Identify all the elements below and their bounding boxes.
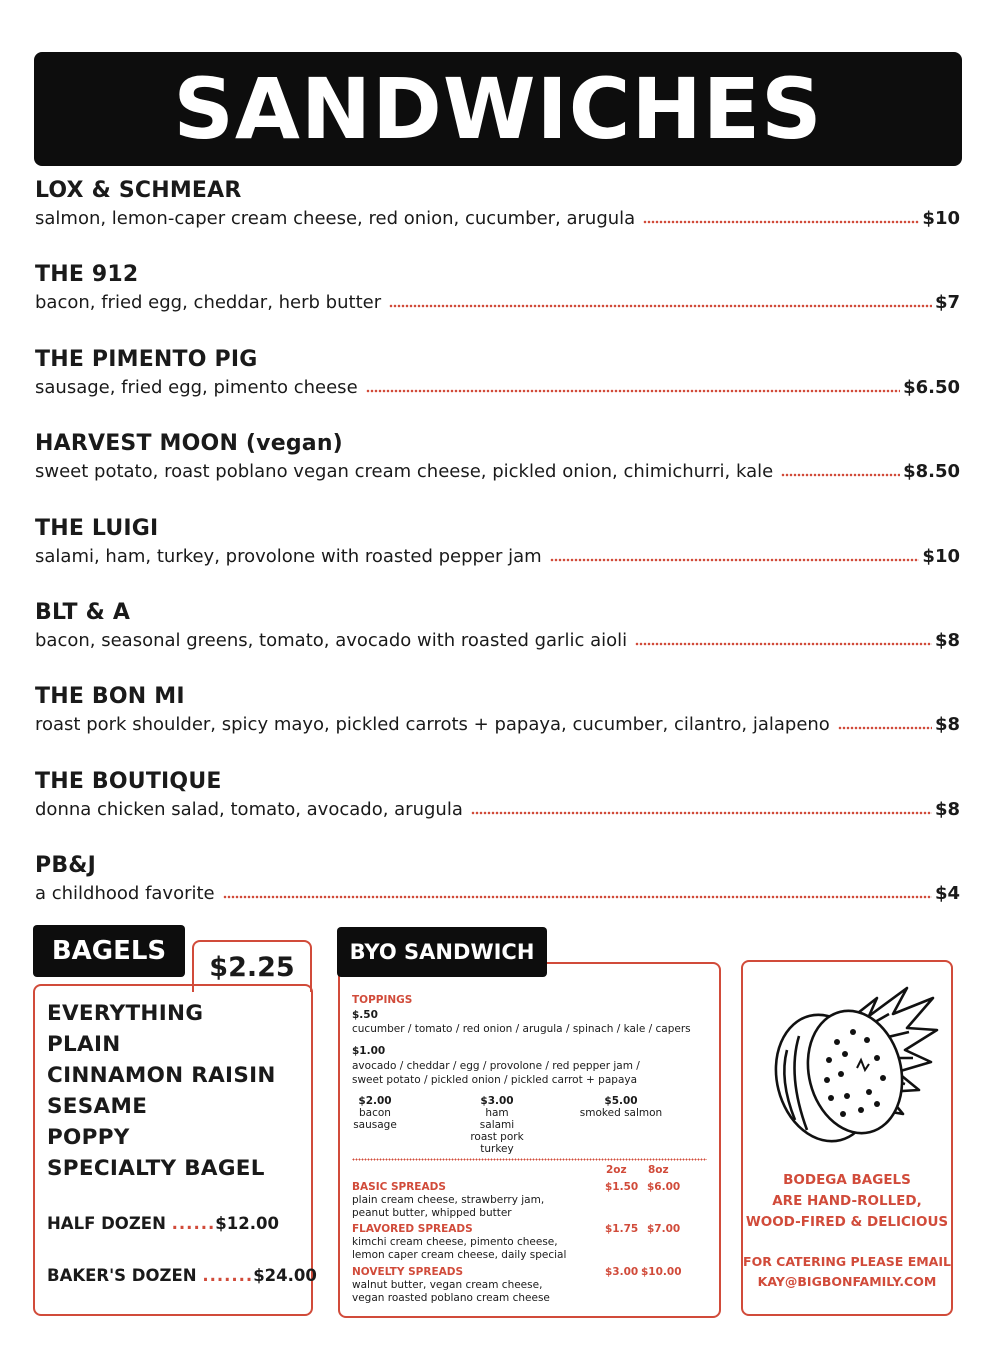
dot-leader <box>366 389 900 393</box>
bagel-price: $2.25 <box>209 951 295 983</box>
sandwich-name: THE BOUTIQUE <box>35 768 222 794</box>
spread-price-2oz: $3.00 <box>605 1266 639 1278</box>
spread-price-8oz: $7.00 <box>647 1223 681 1235</box>
sandwich-description: salmon, lemon-caper cream cheese, red onion, cucumber, arugula <box>35 208 636 229</box>
dot-leader: ...... <box>171 1214 216 1233</box>
size-2oz-header: 2oz <box>606 1164 627 1176</box>
sandwich-name: THE PIMENTO PIG <box>35 346 258 372</box>
dot-leader: ....... <box>202 1266 254 1285</box>
promo-line: ARE HAND-ROLLED, <box>772 1193 922 1209</box>
bagels-panel <box>33 984 317 1316</box>
tier3-item: roast pork <box>470 1131 524 1143</box>
flaming-bagel-icon <box>757 980 941 1162</box>
bakers-dozen-row <box>47 1266 317 1285</box>
bagels-tab <box>33 925 185 977</box>
catering-line: FOR CATERING PLEASE EMAIL <box>743 1254 951 1269</box>
tier3-price: $5.00 <box>604 1095 638 1107</box>
title-banner <box>34 52 962 166</box>
tier3-item: smoked salmon <box>579 1107 663 1119</box>
sandwich-description: sausage, fried egg, pimento cheese <box>35 376 358 398</box>
sandwich-name: LOX & SCHMEAR <box>35 178 242 203</box>
tier1-price: $.50 <box>352 1009 378 1021</box>
byo-panel <box>338 962 721 1318</box>
sandwich-price: $10 <box>922 208 960 229</box>
spread-price-2oz: $1.50 <box>605 1181 639 1193</box>
page-title: SANDWICHES <box>173 60 823 158</box>
menu-item <box>35 345 960 429</box>
menu-item <box>35 514 960 598</box>
spread-items: kimchi cream cheese, pimento cheese, <box>352 1236 558 1248</box>
sandwich-price: $6.50 <box>903 376 960 398</box>
sandwich-description: salami, ham, turkey, provolone with roasted pepper jam <box>35 545 542 567</box>
tier3-group <box>352 1095 398 1131</box>
menu-item <box>35 598 960 682</box>
bagel-item: PLAIN <box>47 1032 121 1057</box>
sandwich-name: THE BON MI <box>35 684 185 710</box>
sandwich-menu <box>35 176 960 936</box>
tier3-price: $3.00 <box>480 1095 514 1107</box>
half-dozen-label: HALF DOZEN <box>47 1214 166 1233</box>
bagel-item: SPECIALTY BAGEL <box>47 1156 265 1181</box>
dot-leader <box>389 304 932 308</box>
bakers-dozen-price: $24.00 <box>253 1266 317 1285</box>
tier3-item: sausage <box>353 1119 397 1131</box>
menu-item <box>35 176 960 260</box>
spread-price-8oz: $6.00 <box>647 1181 681 1193</box>
sandwich-name: PB&J <box>35 853 97 879</box>
menu-item <box>35 851 960 935</box>
spread-price-2oz: $1.75 <box>605 1223 639 1235</box>
menu-item <box>35 429 960 513</box>
bagel-item: POPPY <box>47 1125 130 1150</box>
dotted-separator <box>352 1158 707 1161</box>
bagel-item: CINNAMON RAISIN <box>47 1063 276 1088</box>
tier2-items: sweet potato / pickled onion / pickled carrot + papaya <box>352 1074 638 1086</box>
sandwich-name: THE 912 <box>35 262 139 288</box>
bakers-dozen-label: BAKER'S DOZEN <box>47 1266 197 1285</box>
spread-items: walnut butter, vegan cream cheese, <box>352 1279 543 1291</box>
tier2-items: avocado / cheddar / egg / provolone / red pepper jam / <box>352 1060 640 1072</box>
menu-item <box>35 682 960 766</box>
promo-line: BODEGA BAGELS <box>783 1172 911 1188</box>
bagel-item: SESAME <box>47 1094 148 1119</box>
sandwich-price: $7 <box>934 292 960 314</box>
byo-tab <box>337 927 547 977</box>
tier3-group <box>462 1095 532 1155</box>
sandwich-description: bacon, fried egg, cheddar, herb butter <box>35 292 382 314</box>
promo-panel <box>741 960 953 1316</box>
half-dozen-row <box>47 1214 279 1233</box>
toppings-label: TOPPINGS <box>352 994 413 1006</box>
menu-item <box>35 767 960 851</box>
spread-name: FLAVORED SPREADS <box>352 1223 473 1235</box>
bagel-item: EVERYTHING <box>47 1001 204 1026</box>
tier1-items: cucumber / tomato / red onion / arugula / spinach / kale / capers <box>352 1023 691 1035</box>
spread-items: lemon caper cream cheese, daily special <box>352 1249 567 1261</box>
tier2-price: $1.00 <box>352 1045 386 1057</box>
spread-items: vegan roasted poblano cream cheese <box>352 1292 550 1304</box>
spread-items: peanut butter, whipped butter <box>352 1207 512 1219</box>
tier3-item: turkey <box>480 1143 514 1155</box>
bagels-title: BAGELS <box>51 936 167 966</box>
sandwich-price: $8 <box>934 798 960 820</box>
dot-leader <box>643 220 919 224</box>
promo-line: WOOD-FIRED & DELICIOUS <box>745 1214 949 1230</box>
byo-title: BYO SANDWICH <box>349 940 535 964</box>
spread-price-8oz: $10.00 <box>641 1266 682 1278</box>
menu-item <box>35 260 960 344</box>
sandwich-price: $8.50 <box>903 461 960 483</box>
catering-info <box>743 1252 951 1292</box>
sandwich-name: BLT & A <box>35 599 131 625</box>
sandwich-description: donna chicken salad, tomato, avocado, arugula <box>35 798 463 820</box>
sandwich-price: $8 <box>934 714 960 736</box>
sandwich-description: bacon, seasonal greens, tomato, avocado with roasted garlic aioli <box>35 629 628 651</box>
sandwich-description: a childhood favorite <box>35 883 215 905</box>
dot-leader <box>471 811 932 815</box>
sandwich-price: $10 <box>922 545 960 567</box>
sandwich-description: sweet potato, roast poblano vegan cream cheese, pickled onion, chimichurri, kale <box>35 461 774 483</box>
tier3-item: salami <box>479 1119 515 1131</box>
dot-leader <box>781 473 900 477</box>
bagel-list <box>47 998 301 1184</box>
sandwich-description: roast pork shoulder, spicy mayo, pickled carrots + papaya, cucumber, cilantro, jalapeno <box>35 714 830 736</box>
tier3-item: bacon <box>359 1107 391 1119</box>
tier3-item: ham <box>485 1107 509 1119</box>
dot-leader <box>223 895 932 899</box>
dot-leader <box>635 642 932 646</box>
promo-tagline <box>743 1170 951 1233</box>
tier3-group <box>576 1095 666 1119</box>
size-8oz-header: 8oz <box>648 1164 669 1176</box>
sandwich-name: THE LUIGI <box>35 515 159 541</box>
dot-leader <box>838 726 932 730</box>
half-dozen-price: $12.00 <box>215 1214 279 1233</box>
spread-name: BASIC SPREADS <box>352 1181 446 1193</box>
tier3-price: $2.00 <box>358 1095 392 1107</box>
spread-name: NOVELTY SPREADS <box>352 1266 464 1278</box>
spread-items: plain cream cheese, strawberry jam, <box>352 1194 545 1206</box>
sandwich-name: HARVEST MOON (vegan) <box>35 431 343 457</box>
dot-leader <box>550 558 920 562</box>
sandwich-price: $4 <box>934 883 960 905</box>
catering-email: KAY@BIGBONFAMILY.COM <box>757 1274 937 1289</box>
sandwich-price: $8 <box>934 629 960 651</box>
